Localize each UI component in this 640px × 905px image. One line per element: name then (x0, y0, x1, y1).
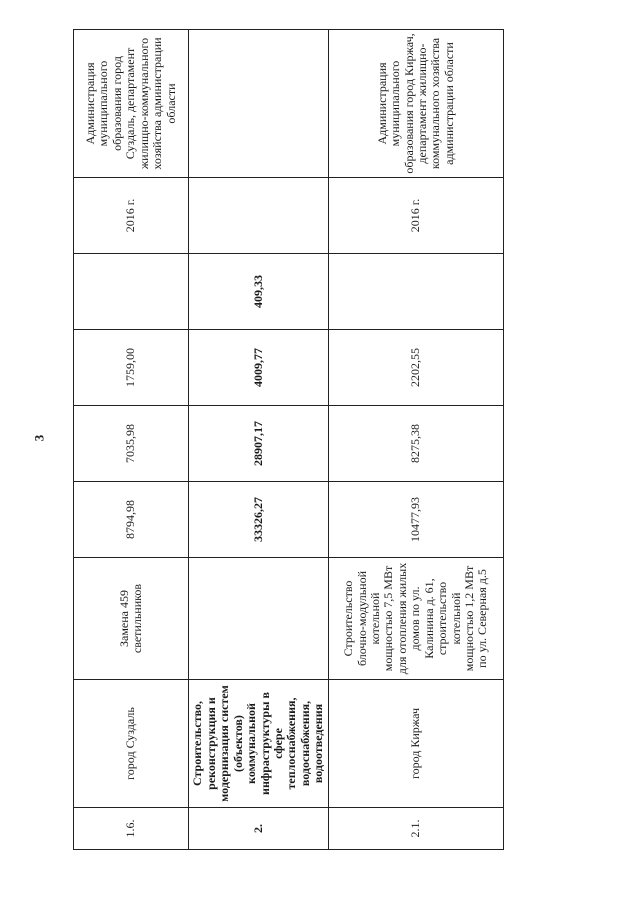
cell-v3: 409,33 (189, 254, 329, 330)
cell-name: город Киржач (329, 680, 504, 808)
cell-responsible (189, 30, 329, 178)
program-table (73, 29, 504, 850)
cell-year: 2016 г. (74, 178, 189, 254)
cell-year (189, 178, 329, 254)
cell-v3 (74, 254, 189, 330)
table-rotated-wrapper (73, 30, 503, 850)
cell-name: город Суздаль (74, 680, 189, 808)
cell-name: Строительство, реконструкция и модернизация систем (объектов) коммунальной инфраструктуры в сфере теплоснабжения, водоснабжения, водоотведения (189, 680, 329, 808)
table-row (189, 30, 329, 850)
cell-v1: 7035,98 (74, 406, 189, 482)
cell-v2: 4009,77 (189, 330, 329, 406)
cell-v2: 1759,00 (74, 330, 189, 406)
cell-num: 1.6. (74, 808, 189, 850)
cell-v1: 8275,38 (329, 406, 504, 482)
cell-year: 2016 г. (329, 178, 504, 254)
cell-total: 10477,93 (329, 482, 504, 558)
cell-activity: Строительство блочно-модульной котельной мощностью 7,5 МВт для отопления жилых домов по ул. Калинина д. 61, строительство котельной мощностью 1,2 МВт по ул. Северная д.5 (329, 558, 504, 680)
page-number: 3 (31, 434, 47, 442)
cell-responsible: Администрация муниципального образования город Суздаль, департамент жилищно-коммунального хозяйства администрации области (74, 30, 189, 178)
table-row (329, 30, 504, 850)
table-row (74, 30, 189, 850)
cell-activity (189, 558, 329, 680)
cell-total: 33326,27 (189, 482, 329, 558)
cell-total: 8794,98 (74, 482, 189, 558)
cell-responsible: Администрация муниципального образования город Киржач, департамент жилищно-коммунального хозяйства администрации области (329, 30, 504, 178)
cell-v2: 2202,55 (329, 330, 504, 406)
table-landscape (73, 30, 503, 850)
cell-num: 2.1. (329, 808, 504, 850)
cell-v1: 28907,17 (189, 406, 329, 482)
cell-num: 2. (189, 808, 329, 850)
cell-v3 (329, 254, 504, 330)
cell-activity: Замена 459 светильников (74, 558, 189, 680)
